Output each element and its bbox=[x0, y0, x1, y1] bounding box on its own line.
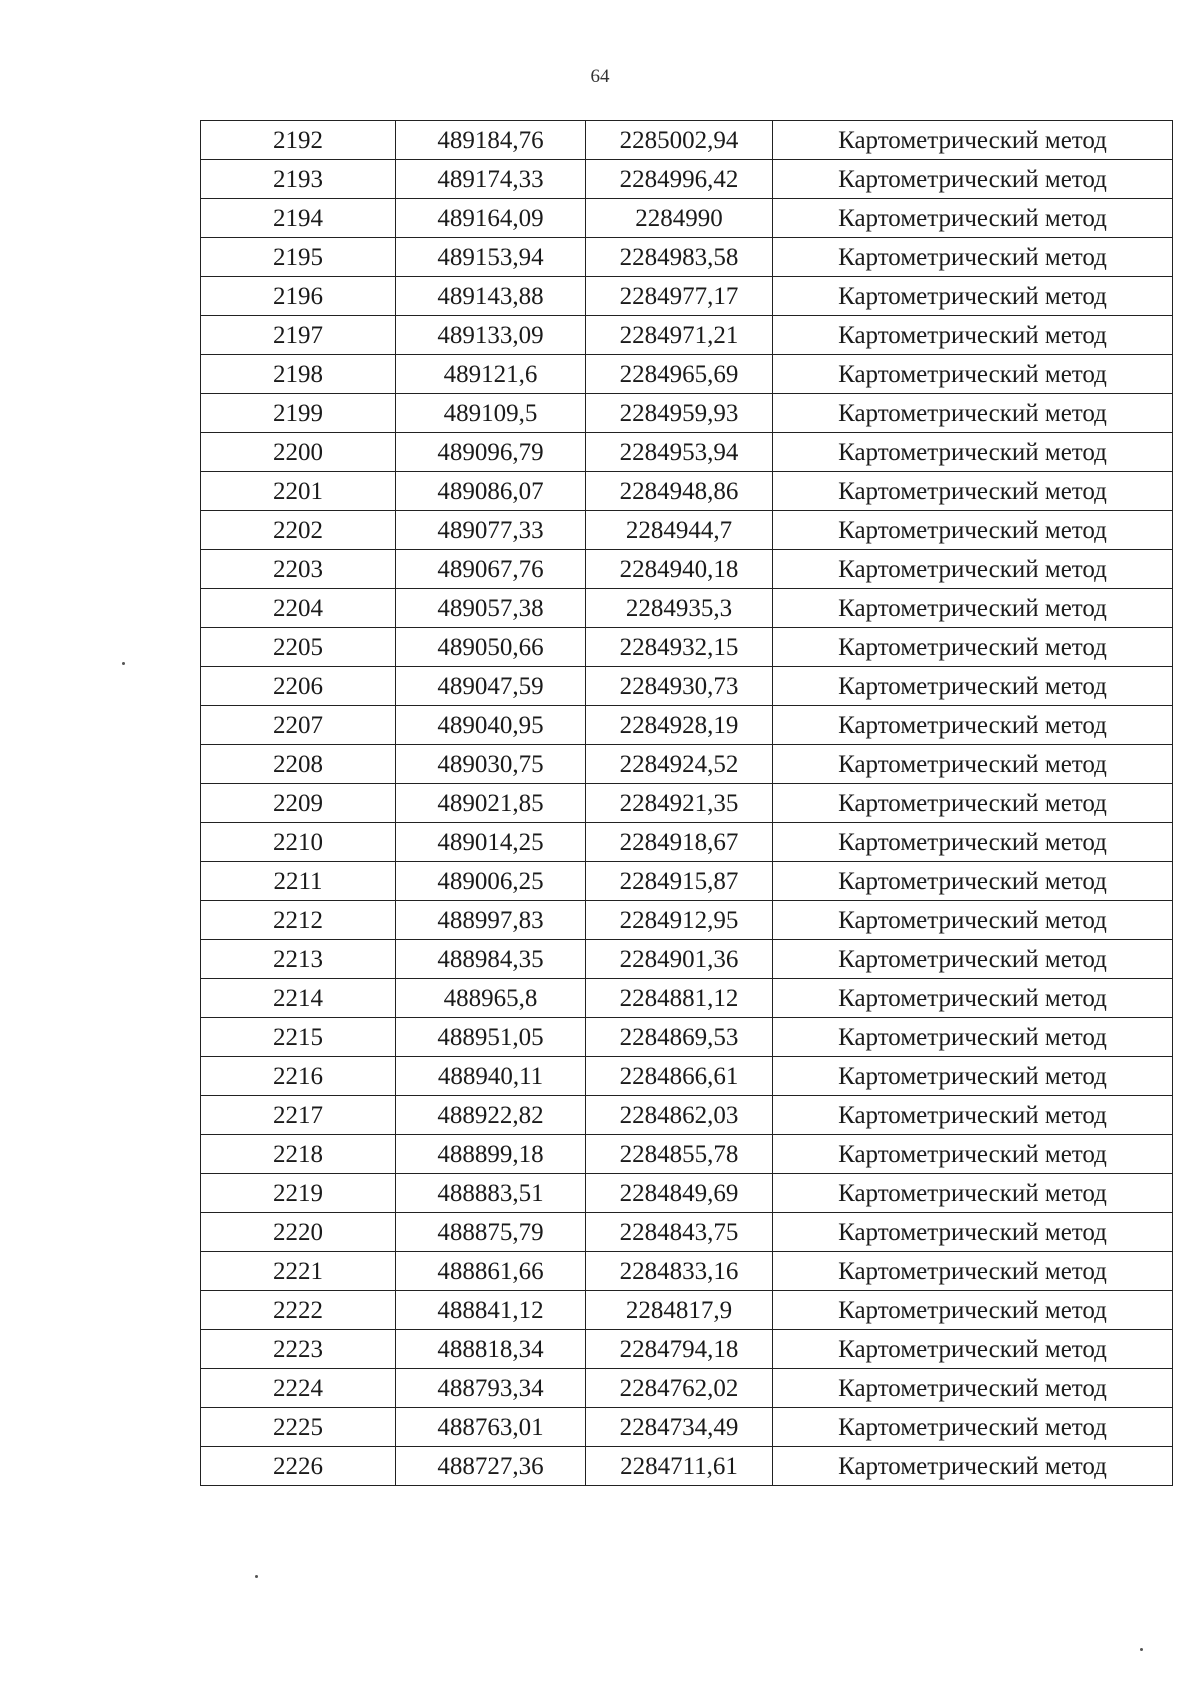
x-coordinate-cell: 489096,79 bbox=[396, 433, 586, 472]
x-coordinate-cell: 489077,33 bbox=[396, 511, 586, 550]
method-cell: Картометрический метод bbox=[773, 901, 1173, 940]
method-cell: Картометрический метод bbox=[773, 862, 1173, 901]
point-number-cell: 2219 bbox=[201, 1174, 396, 1213]
y-coordinate-cell: 2284921,35 bbox=[586, 784, 773, 823]
method-cell: Картометрический метод bbox=[773, 277, 1173, 316]
y-coordinate-cell: 2284940,18 bbox=[586, 550, 773, 589]
y-coordinate-cell: 2284843,75 bbox=[586, 1213, 773, 1252]
y-coordinate-cell: 2284959,93 bbox=[586, 394, 773, 433]
method-cell: Картометрический метод bbox=[773, 1096, 1173, 1135]
table-row bbox=[201, 394, 1173, 433]
y-coordinate-cell: 2284881,12 bbox=[586, 979, 773, 1018]
point-number-cell: 2215 bbox=[201, 1018, 396, 1057]
point-number-cell: 2223 bbox=[201, 1330, 396, 1369]
point-number-cell: 2210 bbox=[201, 823, 396, 862]
point-number-cell: 2214 bbox=[201, 979, 396, 1018]
y-coordinate-cell: 2284924,52 bbox=[586, 745, 773, 784]
method-cell: Картометрический метод bbox=[773, 511, 1173, 550]
y-coordinate-cell: 2284901,36 bbox=[586, 940, 773, 979]
table-row bbox=[201, 550, 1173, 589]
method-cell: Картометрический метод bbox=[773, 1174, 1173, 1213]
y-coordinate-cell: 2285002,94 bbox=[586, 121, 773, 160]
table-row bbox=[201, 1252, 1173, 1291]
method-cell: Картометрический метод bbox=[773, 1369, 1173, 1408]
point-number-cell: 2218 bbox=[201, 1135, 396, 1174]
method-cell: Картометрический метод bbox=[773, 589, 1173, 628]
point-number-cell: 2205 bbox=[201, 628, 396, 667]
x-coordinate-cell: 489021,85 bbox=[396, 784, 586, 823]
table-row bbox=[201, 472, 1173, 511]
point-number-cell: 2224 bbox=[201, 1369, 396, 1408]
y-coordinate-cell: 2284869,53 bbox=[586, 1018, 773, 1057]
x-coordinate-cell: 489057,38 bbox=[396, 589, 586, 628]
x-coordinate-cell: 489109,5 bbox=[396, 394, 586, 433]
x-coordinate-cell: 488899,18 bbox=[396, 1135, 586, 1174]
point-number-cell: 2194 bbox=[201, 199, 396, 238]
table-row bbox=[201, 160, 1173, 199]
y-coordinate-cell: 2284983,58 bbox=[586, 238, 773, 277]
y-coordinate-cell: 2284930,73 bbox=[586, 667, 773, 706]
table-row bbox=[201, 316, 1173, 355]
x-coordinate-cell: 489086,07 bbox=[396, 472, 586, 511]
x-coordinate-cell: 488818,34 bbox=[396, 1330, 586, 1369]
point-number-cell: 2195 bbox=[201, 238, 396, 277]
y-coordinate-cell: 2284855,78 bbox=[586, 1135, 773, 1174]
table-row bbox=[201, 511, 1173, 550]
table-row bbox=[201, 355, 1173, 394]
y-coordinate-cell: 2284912,95 bbox=[586, 901, 773, 940]
method-cell: Картометрический метод bbox=[773, 1213, 1173, 1252]
method-cell: Картометрический метод bbox=[773, 979, 1173, 1018]
x-coordinate-cell: 488793,34 bbox=[396, 1369, 586, 1408]
method-cell: Картометрический метод bbox=[773, 940, 1173, 979]
x-coordinate-cell: 489047,59 bbox=[396, 667, 586, 706]
method-cell: Картометрический метод bbox=[773, 394, 1173, 433]
method-cell: Картометрический метод bbox=[773, 1291, 1173, 1330]
coordinates-table bbox=[200, 120, 1173, 1486]
method-cell: Картометрический метод bbox=[773, 238, 1173, 277]
x-coordinate-cell: 488951,05 bbox=[396, 1018, 586, 1057]
table-row bbox=[201, 199, 1173, 238]
x-coordinate-cell: 488763,01 bbox=[396, 1408, 586, 1447]
table-row bbox=[201, 628, 1173, 667]
x-coordinate-cell: 489014,25 bbox=[396, 823, 586, 862]
y-coordinate-cell: 2284866,61 bbox=[586, 1057, 773, 1096]
table-row bbox=[201, 979, 1173, 1018]
y-coordinate-cell: 2284862,03 bbox=[586, 1096, 773, 1135]
point-number-cell: 2193 bbox=[201, 160, 396, 199]
x-coordinate-cell: 488861,66 bbox=[396, 1252, 586, 1291]
method-cell: Картометрический метод bbox=[773, 706, 1173, 745]
table-row bbox=[201, 1135, 1173, 1174]
point-number-cell: 2204 bbox=[201, 589, 396, 628]
y-coordinate-cell: 2284953,94 bbox=[586, 433, 773, 472]
method-cell: Картометрический метод bbox=[773, 1057, 1173, 1096]
method-cell: Картометрический метод bbox=[773, 784, 1173, 823]
point-number-cell: 2222 bbox=[201, 1291, 396, 1330]
table-row bbox=[201, 784, 1173, 823]
y-coordinate-cell: 2284944,7 bbox=[586, 511, 773, 550]
x-coordinate-cell: 489164,09 bbox=[396, 199, 586, 238]
method-cell: Картометрический метод bbox=[773, 1447, 1173, 1486]
x-coordinate-cell: 489143,88 bbox=[396, 277, 586, 316]
table-row bbox=[201, 1408, 1173, 1447]
method-cell: Картометрический метод bbox=[773, 628, 1173, 667]
x-coordinate-cell: 489174,33 bbox=[396, 160, 586, 199]
point-number-cell: 2216 bbox=[201, 1057, 396, 1096]
table-row bbox=[201, 589, 1173, 628]
table-row bbox=[201, 1174, 1173, 1213]
scan-speck bbox=[255, 1575, 258, 1578]
point-number-cell: 2192 bbox=[201, 121, 396, 160]
y-coordinate-cell: 2284915,87 bbox=[586, 862, 773, 901]
table-row bbox=[201, 940, 1173, 979]
x-coordinate-cell: 488965,8 bbox=[396, 979, 586, 1018]
scan-speck bbox=[1140, 1648, 1143, 1651]
point-number-cell: 2199 bbox=[201, 394, 396, 433]
x-coordinate-cell: 488727,36 bbox=[396, 1447, 586, 1486]
table-row bbox=[201, 862, 1173, 901]
point-number-cell: 2198 bbox=[201, 355, 396, 394]
method-cell: Картометрический метод bbox=[773, 667, 1173, 706]
table-row bbox=[201, 277, 1173, 316]
y-coordinate-cell: 2284849,69 bbox=[586, 1174, 773, 1213]
table-row bbox=[201, 1018, 1173, 1057]
method-cell: Картометрический метод bbox=[773, 472, 1173, 511]
point-number-cell: 2209 bbox=[201, 784, 396, 823]
point-number-cell: 2201 bbox=[201, 472, 396, 511]
table-row bbox=[201, 1213, 1173, 1252]
table-row bbox=[201, 1447, 1173, 1486]
y-coordinate-cell: 2284734,49 bbox=[586, 1408, 773, 1447]
table-row bbox=[201, 745, 1173, 784]
table-row bbox=[201, 433, 1173, 472]
y-coordinate-cell: 2284928,19 bbox=[586, 706, 773, 745]
x-coordinate-cell: 489184,76 bbox=[396, 121, 586, 160]
y-coordinate-cell: 2284935,3 bbox=[586, 589, 773, 628]
point-number-cell: 2208 bbox=[201, 745, 396, 784]
table-row bbox=[201, 1096, 1173, 1135]
x-coordinate-cell: 489133,09 bbox=[396, 316, 586, 355]
point-number-cell: 2200 bbox=[201, 433, 396, 472]
y-coordinate-cell: 2284977,17 bbox=[586, 277, 773, 316]
method-cell: Картометрический метод bbox=[773, 823, 1173, 862]
point-number-cell: 2202 bbox=[201, 511, 396, 550]
point-number-cell: 2197 bbox=[201, 316, 396, 355]
x-coordinate-cell: 488997,83 bbox=[396, 901, 586, 940]
method-cell: Картометрический метод bbox=[773, 1018, 1173, 1057]
point-number-cell: 2203 bbox=[201, 550, 396, 589]
method-cell: Картометрический метод bbox=[773, 1330, 1173, 1369]
table-row bbox=[201, 706, 1173, 745]
x-coordinate-cell: 489121,6 bbox=[396, 355, 586, 394]
point-number-cell: 2206 bbox=[201, 667, 396, 706]
y-coordinate-cell: 2284711,61 bbox=[586, 1447, 773, 1486]
table-row bbox=[201, 1291, 1173, 1330]
point-number-cell: 2220 bbox=[201, 1213, 396, 1252]
table-row bbox=[201, 238, 1173, 277]
x-coordinate-cell: 488940,11 bbox=[396, 1057, 586, 1096]
x-coordinate-cell: 488883,51 bbox=[396, 1174, 586, 1213]
table-row bbox=[201, 901, 1173, 940]
point-number-cell: 2211 bbox=[201, 862, 396, 901]
x-coordinate-cell: 488875,79 bbox=[396, 1213, 586, 1252]
method-cell: Картометрический метод bbox=[773, 1252, 1173, 1291]
y-coordinate-cell: 2284965,69 bbox=[586, 355, 773, 394]
method-cell: Картометрический метод bbox=[773, 160, 1173, 199]
x-coordinate-cell: 488922,82 bbox=[396, 1096, 586, 1135]
table-row bbox=[201, 667, 1173, 706]
point-number-cell: 2207 bbox=[201, 706, 396, 745]
method-cell: Картометрический метод bbox=[773, 433, 1173, 472]
x-coordinate-cell: 489067,76 bbox=[396, 550, 586, 589]
scan-speck bbox=[122, 662, 125, 665]
table-row bbox=[201, 1057, 1173, 1096]
method-cell: Картометрический метод bbox=[773, 1135, 1173, 1174]
x-coordinate-cell: 488984,35 bbox=[396, 940, 586, 979]
point-number-cell: 2221 bbox=[201, 1252, 396, 1291]
y-coordinate-cell: 2284990 bbox=[586, 199, 773, 238]
y-coordinate-cell: 2284932,15 bbox=[586, 628, 773, 667]
coordinates-table-body bbox=[201, 121, 1173, 1486]
x-coordinate-cell: 488841,12 bbox=[396, 1291, 586, 1330]
table-row bbox=[201, 823, 1173, 862]
method-cell: Картометрический метод bbox=[773, 745, 1173, 784]
x-coordinate-cell: 489153,94 bbox=[396, 238, 586, 277]
x-coordinate-cell: 489006,25 bbox=[396, 862, 586, 901]
y-coordinate-cell: 2284833,16 bbox=[586, 1252, 773, 1291]
x-coordinate-cell: 489030,75 bbox=[396, 745, 586, 784]
y-coordinate-cell: 2284918,67 bbox=[586, 823, 773, 862]
point-number-cell: 2226 bbox=[201, 1447, 396, 1486]
point-number-cell: 2196 bbox=[201, 277, 396, 316]
table-row bbox=[201, 1330, 1173, 1369]
method-cell: Картометрический метод bbox=[773, 550, 1173, 589]
method-cell: Картометрический метод bbox=[773, 121, 1173, 160]
y-coordinate-cell: 2284762,02 bbox=[586, 1369, 773, 1408]
method-cell: Картометрический метод bbox=[773, 316, 1173, 355]
method-cell: Картометрический метод bbox=[773, 355, 1173, 394]
y-coordinate-cell: 2284794,18 bbox=[586, 1330, 773, 1369]
y-coordinate-cell: 2284817,9 bbox=[586, 1291, 773, 1330]
method-cell: Картометрический метод bbox=[773, 199, 1173, 238]
y-coordinate-cell: 2284948,86 bbox=[586, 472, 773, 511]
point-number-cell: 2212 bbox=[201, 901, 396, 940]
table-row bbox=[201, 1369, 1173, 1408]
point-number-cell: 2213 bbox=[201, 940, 396, 979]
y-coordinate-cell: 2284996,42 bbox=[586, 160, 773, 199]
table-row bbox=[201, 121, 1173, 160]
x-coordinate-cell: 489040,95 bbox=[396, 706, 586, 745]
y-coordinate-cell: 2284971,21 bbox=[586, 316, 773, 355]
point-number-cell: 2217 bbox=[201, 1096, 396, 1135]
x-coordinate-cell: 489050,66 bbox=[396, 628, 586, 667]
method-cell: Картометрический метод bbox=[773, 1408, 1173, 1447]
point-number-cell: 2225 bbox=[201, 1408, 396, 1447]
page-number: 64 bbox=[590, 66, 610, 87]
